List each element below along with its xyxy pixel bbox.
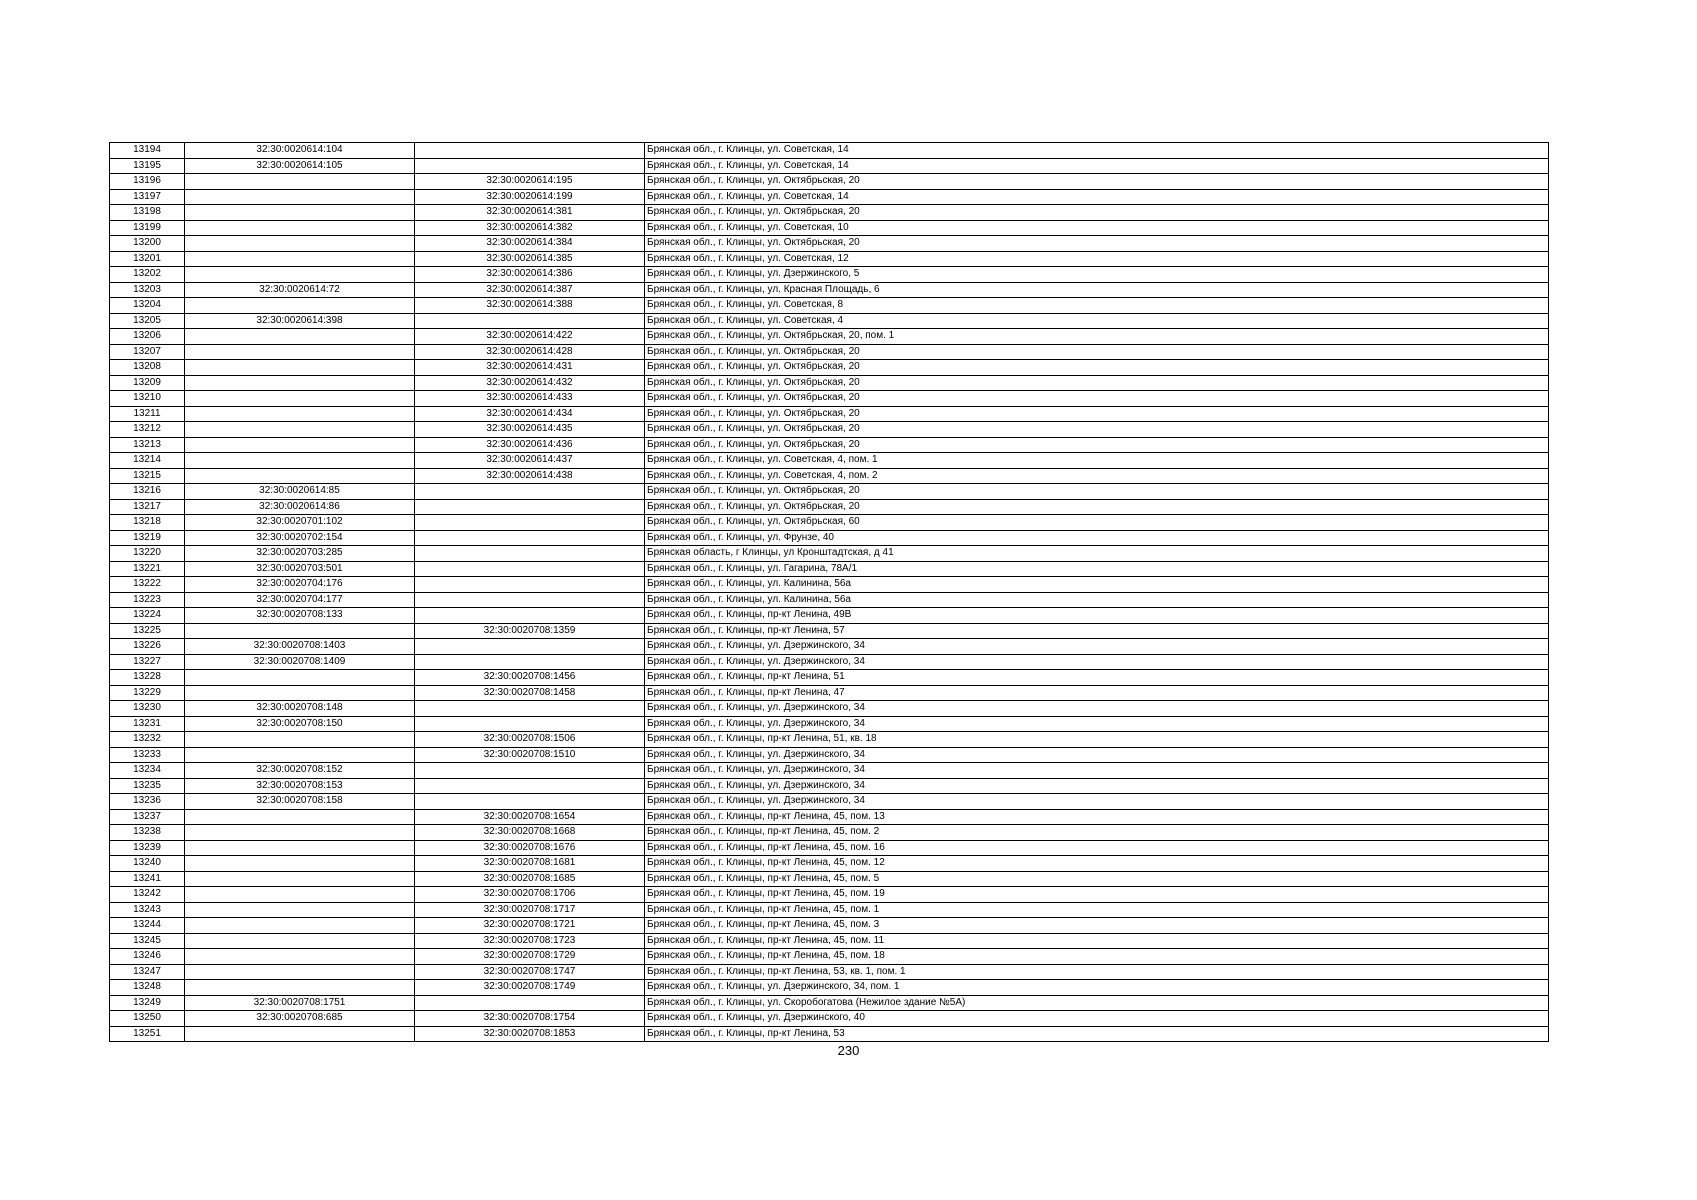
table-row <box>110 375 1549 391</box>
row-number-cell: 13241 <box>110 871 185 887</box>
address-cell: Брянская обл., г. Клинцы, ул. Дзержинского, 34 <box>645 701 1549 717</box>
cadastral-number-cell <box>185 189 415 205</box>
table-row <box>110 763 1549 779</box>
cadastral-number-cell <box>185 375 415 391</box>
object-cadastral-number-cell: 32:30:0020614:387 <box>415 282 645 298</box>
object-cadastral-number-cell: 32:30:0020708:1706 <box>415 887 645 903</box>
address-cell: Брянская обл., г. Клинцы, ул. Октябрьская, 20 <box>645 360 1549 376</box>
row-number-cell: 13237 <box>110 809 185 825</box>
address-cell: Брянская обл., г. Клинцы, ул. Октябрьская, 20, пом. 1 <box>645 329 1549 345</box>
object-cadastral-number-cell <box>415 763 645 779</box>
cadastral-number-cell: 32:30:0020708:153 <box>185 778 415 794</box>
cadastral-number-cell: 32:30:0020708:1751 <box>185 995 415 1011</box>
table-row <box>110 794 1549 810</box>
table-row <box>110 654 1549 670</box>
cadastral-number-cell <box>185 980 415 996</box>
address-cell: Брянская обл., г. Клинцы, пр-кт Ленина, 47 <box>645 685 1549 701</box>
object-cadastral-number-cell <box>415 654 645 670</box>
table-row <box>110 639 1549 655</box>
table-row <box>110 158 1549 174</box>
object-cadastral-number-cell <box>415 546 645 562</box>
address-cell: Брянская обл., г. Клинцы, ул. Дзержинского, 34, пом. 1 <box>645 980 1549 996</box>
table-row <box>110 484 1549 500</box>
object-cadastral-number-cell: 32:30:0020708:1729 <box>415 949 645 965</box>
address-cell: Брянская обл., г. Клинцы, ул. Октябрьская, 20 <box>645 391 1549 407</box>
table-row <box>110 298 1549 314</box>
row-number-cell: 13216 <box>110 484 185 500</box>
table-row <box>110 282 1549 298</box>
address-cell: Брянская обл., г. Клинцы, пр-кт Ленина, 51 <box>645 670 1549 686</box>
cadastral-number-cell <box>185 391 415 407</box>
cadastral-number-cell: 32:30:0020708:685 <box>185 1011 415 1027</box>
address-cell: Брянская обл., г. Клинцы, ул. Октябрьская, 20 <box>645 422 1549 438</box>
address-cell: Брянская область, г Клинцы, ул Кронштадтская, д 41 <box>645 546 1549 562</box>
cadastral-number-cell <box>185 437 415 453</box>
object-cadastral-number-cell: 32:30:0020708:1754 <box>415 1011 645 1027</box>
address-cell: Брянская обл., г. Клинцы, ул. Советская, 4 <box>645 313 1549 329</box>
table-row <box>110 840 1549 856</box>
cadastral-number-cell <box>185 220 415 236</box>
cadastral-number-cell <box>185 298 415 314</box>
cadastral-number-cell <box>185 902 415 918</box>
table-row <box>110 360 1549 376</box>
table-row <box>110 670 1549 686</box>
table-row <box>110 701 1549 717</box>
table-row <box>110 1026 1549 1042</box>
table-row <box>110 468 1549 484</box>
object-cadastral-number-cell <box>415 499 645 515</box>
row-number-cell: 13232 <box>110 732 185 748</box>
row-number-cell: 13213 <box>110 437 185 453</box>
cadastral-number-cell <box>185 236 415 252</box>
cadastral-number-cell <box>185 747 415 763</box>
object-cadastral-number-cell: 32:30:0020708:1458 <box>415 685 645 701</box>
table-row <box>110 422 1549 438</box>
address-cell: Брянская обл., г. Клинцы, пр-кт Ленина, 45, пом. 11 <box>645 933 1549 949</box>
cadastral-number-cell <box>185 856 415 872</box>
table-row <box>110 313 1549 329</box>
address-cell: Брянская обл., г. Клинцы, ул. Советская, 14 <box>645 143 1549 159</box>
cadastral-number-cell <box>185 267 415 283</box>
table-row <box>110 747 1549 763</box>
object-cadastral-number-cell: 32:30:0020708:1853 <box>415 1026 645 1042</box>
cadastral-number-cell: 32:30:0020614:86 <box>185 499 415 515</box>
cadastral-number-cell: 32:30:0020708:1403 <box>185 639 415 655</box>
table-row <box>110 1011 1549 1027</box>
address-cell: Брянская обл., г. Клинцы, пр-кт Ленина, 45, пом. 3 <box>645 918 1549 934</box>
object-cadastral-number-cell <box>415 639 645 655</box>
row-number-cell: 13195 <box>110 158 185 174</box>
cadastral-number-cell: 32:30:0020708:148 <box>185 701 415 717</box>
object-cadastral-number-cell <box>415 561 645 577</box>
table-row <box>110 685 1549 701</box>
table-row <box>110 236 1549 252</box>
table-row <box>110 220 1549 236</box>
cadastral-number-cell <box>185 344 415 360</box>
row-number-cell: 13219 <box>110 530 185 546</box>
row-number-cell: 13206 <box>110 329 185 345</box>
cadastral-number-cell <box>185 406 415 422</box>
table-row <box>110 949 1549 965</box>
cadastral-number-cell <box>185 918 415 934</box>
address-cell: Брянская обл., г. Клинцы, пр-кт Ленина, 45, пом. 1 <box>645 902 1549 918</box>
cadastral-number-cell <box>185 825 415 841</box>
cadastral-number-cell <box>185 205 415 221</box>
table-row <box>110 577 1549 593</box>
row-number-cell: 13214 <box>110 453 185 469</box>
object-cadastral-number-cell <box>415 716 645 732</box>
row-number-cell: 13197 <box>110 189 185 205</box>
row-number-cell: 13231 <box>110 716 185 732</box>
object-cadastral-number-cell <box>415 313 645 329</box>
object-cadastral-number-cell <box>415 577 645 593</box>
cadastral-number-cell <box>185 840 415 856</box>
cadastral-number-cell <box>185 949 415 965</box>
address-cell: Брянская обл., г. Клинцы, ул. Октябрьская, 20 <box>645 375 1549 391</box>
cadastral-number-cell <box>185 670 415 686</box>
table-row <box>110 964 1549 980</box>
table-row <box>110 437 1549 453</box>
address-cell: Брянская обл., г. Клинцы, пр-кт Ленина, 53 <box>645 1026 1549 1042</box>
address-cell: Брянская обл., г. Клинцы, пр-кт Ленина, 45, пом. 12 <box>645 856 1549 872</box>
row-number-cell: 13201 <box>110 251 185 267</box>
object-cadastral-number-cell: 32:30:0020614:381 <box>415 205 645 221</box>
registry-table-body <box>110 143 1549 1042</box>
object-cadastral-number-cell: 32:30:0020708:1676 <box>415 840 645 856</box>
address-cell: Брянская обл., г. Клинцы, ул. Октябрьская, 60 <box>645 515 1549 531</box>
cadastral-number-cell <box>185 732 415 748</box>
object-cadastral-number-cell <box>415 701 645 717</box>
address-cell: Брянская обл., г. Клинцы, ул. Советская, 14 <box>645 158 1549 174</box>
row-number-cell: 13223 <box>110 592 185 608</box>
object-cadastral-number-cell: 32:30:0020708:1681 <box>415 856 645 872</box>
object-cadastral-number-cell: 32:30:0020614:433 <box>415 391 645 407</box>
object-cadastral-number-cell: 32:30:0020708:1654 <box>415 809 645 825</box>
cadastral-number-cell <box>185 468 415 484</box>
table-row <box>110 902 1549 918</box>
table-row <box>110 608 1549 624</box>
object-cadastral-number-cell: 32:30:0020614:388 <box>415 298 645 314</box>
address-cell: Брянская обл., г. Клинцы, пр-кт Ленина, 53, кв. 1, пом. 1 <box>645 964 1549 980</box>
object-cadastral-number-cell: 32:30:0020708:1747 <box>415 964 645 980</box>
object-cadastral-number-cell: 32:30:0020708:1749 <box>415 980 645 996</box>
object-cadastral-number-cell <box>415 515 645 531</box>
object-cadastral-number-cell <box>415 592 645 608</box>
object-cadastral-number-cell: 32:30:0020614:385 <box>415 251 645 267</box>
object-cadastral-number-cell: 32:30:0020708:1717 <box>415 902 645 918</box>
cadastral-number-cell <box>185 871 415 887</box>
row-number-cell: 13207 <box>110 344 185 360</box>
row-number-cell: 13222 <box>110 577 185 593</box>
table-row <box>110 918 1549 934</box>
row-number-cell: 13240 <box>110 856 185 872</box>
row-number-cell: 13246 <box>110 949 185 965</box>
address-cell: Брянская обл., г. Клинцы, ул. Советская, 4, пом. 1 <box>645 453 1549 469</box>
table-row <box>110 391 1549 407</box>
row-number-cell: 13215 <box>110 468 185 484</box>
table-row <box>110 561 1549 577</box>
page-number: 230 <box>837 1043 860 1058</box>
object-cadastral-number-cell <box>415 995 645 1011</box>
address-cell: Брянская обл., г. Клинцы, ул. Советская, 14 <box>645 189 1549 205</box>
address-cell: Брянская обл., г. Клинцы, пр-кт Ленина, 45, пом. 2 <box>645 825 1549 841</box>
cadastral-number-cell <box>185 251 415 267</box>
row-number-cell: 13251 <box>110 1026 185 1042</box>
row-number-cell: 13250 <box>110 1011 185 1027</box>
cadastral-number-cell <box>185 623 415 639</box>
cadastral-number-cell: 32:30:0020708:150 <box>185 716 415 732</box>
address-cell: Брянская обл., г. Клинцы, ул. Советская, 4, пом. 2 <box>645 468 1549 484</box>
object-cadastral-number-cell: 32:30:0020614:422 <box>415 329 645 345</box>
object-cadastral-number-cell: 32:30:0020708:1685 <box>415 871 645 887</box>
row-number-cell: 13248 <box>110 980 185 996</box>
row-number-cell: 13247 <box>110 964 185 980</box>
cadastral-number-cell: 32:30:0020704:176 <box>185 577 415 593</box>
table-row <box>110 406 1549 422</box>
table-row <box>110 995 1549 1011</box>
address-cell: Брянская обл., г. Клинцы, ул. Октябрьская, 20 <box>645 406 1549 422</box>
object-cadastral-number-cell <box>415 158 645 174</box>
address-cell: Брянская обл., г. Клинцы, ул. Красная Площадь, 6 <box>645 282 1549 298</box>
cadastral-number-cell: 32:30:0020703:285 <box>185 546 415 562</box>
table-row <box>110 189 1549 205</box>
row-number-cell: 13220 <box>110 546 185 562</box>
row-number-cell: 13228 <box>110 670 185 686</box>
object-cadastral-number-cell <box>415 530 645 546</box>
row-number-cell: 13212 <box>110 422 185 438</box>
address-cell: Брянская обл., г. Клинцы, ул. Дзержинского, 34 <box>645 654 1549 670</box>
row-number-cell: 13224 <box>110 608 185 624</box>
row-number-cell: 13221 <box>110 561 185 577</box>
cadastral-number-cell <box>185 422 415 438</box>
object-cadastral-number-cell: 32:30:0020614:382 <box>415 220 645 236</box>
object-cadastral-number-cell: 32:30:0020614:195 <box>415 174 645 190</box>
object-cadastral-number-cell: 32:30:0020614:384 <box>415 236 645 252</box>
table-row <box>110 267 1549 283</box>
table-row <box>110 174 1549 190</box>
address-cell: Брянская обл., г. Клинцы, ул. Гагарина, 78А/1 <box>645 561 1549 577</box>
address-cell: Брянская обл., г. Клинцы, ул. Скоробогатова (Нежилое здание №5А) <box>645 995 1549 1011</box>
address-cell: Брянская обл., г. Клинцы, ул. Советская, 8 <box>645 298 1549 314</box>
cadastral-number-cell <box>185 1026 415 1042</box>
cadastral-number-cell: 32:30:0020614:85 <box>185 484 415 500</box>
address-cell: Брянская обл., г. Клинцы, ул. Калинина, 56а <box>645 577 1549 593</box>
address-cell: Брянская обл., г. Клинцы, пр-кт Ленина, 45, пом. 13 <box>645 809 1549 825</box>
table-row <box>110 205 1549 221</box>
object-cadastral-number-cell: 32:30:0020708:1723 <box>415 933 645 949</box>
cadastral-number-cell: 32:30:0020708:152 <box>185 763 415 779</box>
row-number-cell: 13199 <box>110 220 185 236</box>
cadastral-number-cell <box>185 329 415 345</box>
row-number-cell: 13209 <box>110 375 185 391</box>
object-cadastral-number-cell <box>415 794 645 810</box>
row-number-cell: 13227 <box>110 654 185 670</box>
cadastral-number-cell <box>185 809 415 825</box>
address-cell: Брянская обл., г. Клинцы, пр-кт Ленина, 57 <box>645 623 1549 639</box>
table-row <box>110 716 1549 732</box>
cadastral-number-cell: 32:30:0020703:501 <box>185 561 415 577</box>
row-number-cell: 13205 <box>110 313 185 329</box>
row-number-cell: 13196 <box>110 174 185 190</box>
object-cadastral-number-cell <box>415 778 645 794</box>
row-number-cell: 13244 <box>110 918 185 934</box>
address-cell: Брянская обл., г. Клинцы, ул. Октябрьская, 20 <box>645 484 1549 500</box>
address-cell: Брянская обл., г. Клинцы, ул. Калинина, 56а <box>645 592 1549 608</box>
row-number-cell: 13245 <box>110 933 185 949</box>
object-cadastral-number-cell <box>415 484 645 500</box>
address-cell: Брянская обл., г. Клинцы, ул. Октябрьская, 20 <box>645 437 1549 453</box>
row-number-cell: 13203 <box>110 282 185 298</box>
address-cell: Брянская обл., г. Клинцы, ул. Октябрьская, 20 <box>645 205 1549 221</box>
cadastral-number-cell <box>185 933 415 949</box>
object-cadastral-number-cell: 32:30:0020708:1510 <box>415 747 645 763</box>
address-cell: Брянская обл., г. Клинцы, ул. Дзержинского, 34 <box>645 716 1549 732</box>
table-row <box>110 592 1549 608</box>
address-cell: Брянская обл., г. Клинцы, ул. Дзержинского, 34 <box>645 778 1549 794</box>
row-number-cell: 13218 <box>110 515 185 531</box>
table-row <box>110 329 1549 345</box>
row-number-cell: 13239 <box>110 840 185 856</box>
row-number-cell: 13243 <box>110 902 185 918</box>
table-row <box>110 515 1549 531</box>
table-row <box>110 825 1549 841</box>
cadastral-number-cell: 32:30:0020708:158 <box>185 794 415 810</box>
object-cadastral-number-cell: 32:30:0020708:1668 <box>415 825 645 841</box>
address-cell: Брянская обл., г. Клинцы, ул. Дзержинского, 34 <box>645 763 1549 779</box>
address-cell: Брянская обл., г. Клинцы, пр-кт Ленина, 45, пом. 16 <box>645 840 1549 856</box>
cadastral-number-cell <box>185 964 415 980</box>
cadastral-number-cell: 32:30:0020614:72 <box>185 282 415 298</box>
address-cell: Брянская обл., г. Клинцы, пр-кт Ленина, 45, пом. 18 <box>645 949 1549 965</box>
address-cell: Брянская обл., г. Клинцы, ул. Дзержинского, 34 <box>645 794 1549 810</box>
object-cadastral-number-cell: 32:30:0020708:1721 <box>415 918 645 934</box>
address-cell: Брянская обл., г. Клинцы, ул. Дзержинского, 34 <box>645 747 1549 763</box>
row-number-cell: 13202 <box>110 267 185 283</box>
address-cell: Брянская обл., г. Клинцы, ул. Октябрьская, 20 <box>645 344 1549 360</box>
row-number-cell: 13204 <box>110 298 185 314</box>
table-row <box>110 344 1549 360</box>
cadastral-number-cell: 32:30:0020708:1409 <box>185 654 415 670</box>
table-row <box>110 453 1549 469</box>
row-number-cell: 13194 <box>110 143 185 159</box>
address-cell: Брянская обл., г. Клинцы, ул. Дзержинского, 34 <box>645 639 1549 655</box>
address-cell: Брянская обл., г. Клинцы, ул. Октябрьская, 20 <box>645 499 1549 515</box>
address-cell: Брянская обл., г. Клинцы, ул. Октябрьская, 20 <box>645 174 1549 190</box>
table-row <box>110 143 1549 159</box>
object-cadastral-number-cell: 32:30:0020614:199 <box>415 189 645 205</box>
row-number-cell: 13233 <box>110 747 185 763</box>
table-row <box>110 623 1549 639</box>
address-cell: Брянская обл., г. Клинцы, ул. Дзержинского, 5 <box>645 267 1549 283</box>
object-cadastral-number-cell: 32:30:0020614:437 <box>415 453 645 469</box>
row-number-cell: 13211 <box>110 406 185 422</box>
table-row <box>110 546 1549 562</box>
table-row <box>110 499 1549 515</box>
row-number-cell: 13235 <box>110 778 185 794</box>
cadastral-number-cell: 32:30:0020614:398 <box>185 313 415 329</box>
cadastral-number-cell <box>185 685 415 701</box>
object-cadastral-number-cell: 32:30:0020708:1456 <box>415 670 645 686</box>
cadastral-number-cell <box>185 174 415 190</box>
cadastral-number-cell: 32:30:0020708:133 <box>185 608 415 624</box>
cadastral-number-cell <box>185 887 415 903</box>
object-cadastral-number-cell: 32:30:0020614:386 <box>415 267 645 283</box>
object-cadastral-number-cell: 32:30:0020708:1359 <box>415 623 645 639</box>
table-row <box>110 980 1549 996</box>
row-number-cell: 13242 <box>110 887 185 903</box>
row-number-cell: 13230 <box>110 701 185 717</box>
object-cadastral-number-cell: 32:30:0020614:434 <box>415 406 645 422</box>
object-cadastral-number-cell: 32:30:0020614:438 <box>415 468 645 484</box>
cadastral-number-cell <box>185 453 415 469</box>
row-number-cell: 13200 <box>110 236 185 252</box>
row-number-cell: 13210 <box>110 391 185 407</box>
address-cell: Брянская обл., г. Клинцы, ул. Фрунзе, 40 <box>645 530 1549 546</box>
row-number-cell: 13236 <box>110 794 185 810</box>
table-row <box>110 871 1549 887</box>
cadastral-number-cell: 32:30:0020701:102 <box>185 515 415 531</box>
table-row <box>110 809 1549 825</box>
row-number-cell: 13249 <box>110 995 185 1011</box>
table-row <box>110 856 1549 872</box>
table-row <box>110 933 1549 949</box>
row-number-cell: 13226 <box>110 639 185 655</box>
row-number-cell: 13225 <box>110 623 185 639</box>
registry-table <box>109 142 1549 1042</box>
address-cell: Брянская обл., г. Клинцы, пр-кт Ленина, 45, пом. 19 <box>645 887 1549 903</box>
table-row <box>110 732 1549 748</box>
address-cell: Брянская обл., г. Клинцы, ул. Советская, 10 <box>645 220 1549 236</box>
object-cadastral-number-cell <box>415 143 645 159</box>
object-cadastral-number-cell: 32:30:0020614:431 <box>415 360 645 376</box>
object-cadastral-number-cell: 32:30:0020708:1506 <box>415 732 645 748</box>
address-cell: Брянская обл., г. Клинцы, ул. Советская, 12 <box>645 251 1549 267</box>
table-row <box>110 251 1549 267</box>
address-cell: Брянская обл., г. Клинцы, пр-кт Ленина, 49В <box>645 608 1549 624</box>
object-cadastral-number-cell: 32:30:0020614:436 <box>415 437 645 453</box>
object-cadastral-number-cell: 32:30:0020614:432 <box>415 375 645 391</box>
address-cell: Брянская обл., г. Клинцы, пр-кт Ленина, 51, кв. 18 <box>645 732 1549 748</box>
address-cell: Брянская обл., г. Клинцы, ул. Октябрьская, 20 <box>645 236 1549 252</box>
address-cell: Брянская обл., г. Клинцы, ул. Дзержинского, 40 <box>645 1011 1549 1027</box>
cadastral-number-cell: 32:30:0020614:104 <box>185 143 415 159</box>
row-number-cell: 13234 <box>110 763 185 779</box>
cadastral-number-cell <box>185 360 415 376</box>
row-number-cell: 13238 <box>110 825 185 841</box>
object-cadastral-number-cell: 32:30:0020614:435 <box>415 422 645 438</box>
object-cadastral-number-cell <box>415 608 645 624</box>
row-number-cell: 13217 <box>110 499 185 515</box>
address-cell: Брянская обл., г. Клинцы, пр-кт Ленина, 45, пом. 5 <box>645 871 1549 887</box>
cadastral-number-cell: 32:30:0020704:177 <box>185 592 415 608</box>
cadastral-number-cell: 32:30:0020614:105 <box>185 158 415 174</box>
table-row <box>110 778 1549 794</box>
table-row <box>110 887 1549 903</box>
cadastral-number-cell: 32:30:0020702:154 <box>185 530 415 546</box>
row-number-cell: 13208 <box>110 360 185 376</box>
row-number-cell: 13229 <box>110 685 185 701</box>
object-cadastral-number-cell: 32:30:0020614:428 <box>415 344 645 360</box>
row-number-cell: 13198 <box>110 205 185 221</box>
table-row <box>110 530 1549 546</box>
